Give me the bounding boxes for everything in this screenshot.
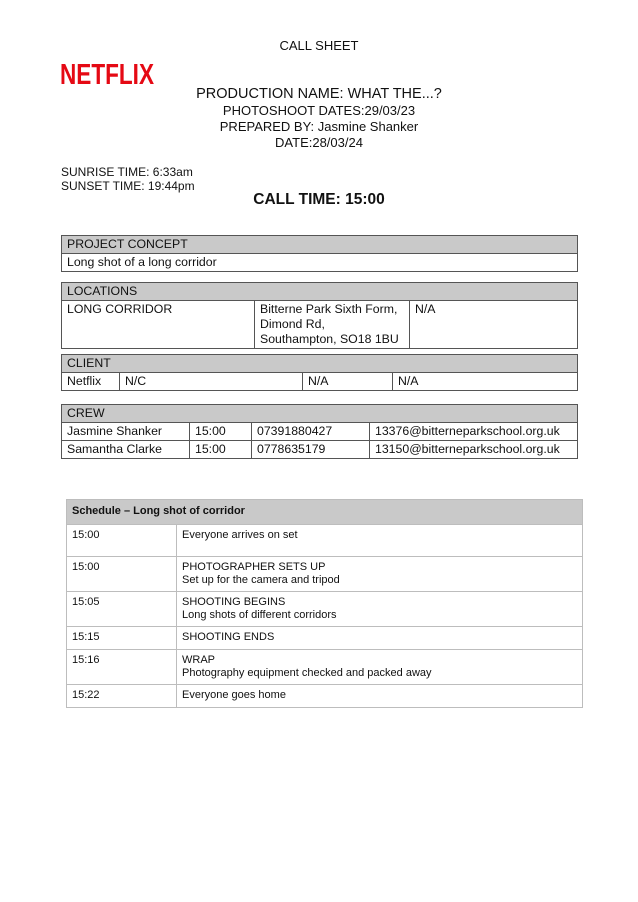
client-cell: N/C [120,373,303,391]
sheet-date: DATE:28/03/24 [275,135,363,150]
schedule-activity [177,627,583,650]
schedule-row [67,592,583,627]
client-header: CLIENT [62,355,578,373]
schedule-time: 15:22 [67,685,177,708]
schedule-activity [177,685,583,708]
schedule-time: 15:00 [67,525,177,557]
crew-phone: 0778635179 [252,441,370,459]
photoshoot-dates: PHOTOSHOOT DATES:29/03/23 [222,103,416,118]
crew-table [61,404,578,459]
schedule-activity [177,525,583,557]
crew-call-time: 15:00 [190,423,252,441]
schedule-activity [177,592,583,627]
schedule-activity [177,557,583,592]
production-name: PRODUCTION NAME: WHAT THE...? [196,86,442,102]
schedule-activity-title: Everyone goes home [182,689,286,701]
crew-row [62,423,578,441]
project-concept-header: PROJECT CONCEPT [62,236,578,254]
crew-name: Jasmine Shanker [62,423,190,441]
client-table [61,354,578,391]
schedule-time: 15:15 [67,627,177,650]
netflix-logo [60,58,156,91]
sunset-time: SUNSET TIME: 19:44pm [61,179,195,193]
schedule-row [67,557,583,592]
sunrise-time: SUNRISE TIME: 6:33am [61,165,193,179]
schedule-row [67,650,583,685]
sun-times [61,165,195,193]
schedule-activity-detail: Long shots of different corridors [182,609,337,621]
project-concept-table [61,235,578,272]
schedule-activity-detail: Set up for the camera and tripod [182,574,340,586]
production-header [190,86,448,151]
location-extra: N/A [410,301,578,349]
schedule-activity-title: Everyone arrives on set [182,529,298,541]
client-cell: N/A [303,373,393,391]
crew-email: 13150@bitterneparkschool.org.uk [370,441,578,459]
schedule-time: 15:05 [67,592,177,627]
svg-text:NETFLIX: NETFLIX [60,59,155,91]
document-title: CALL SHEET [279,38,359,53]
schedule-activity-title: SHOOTING ENDS [182,631,275,643]
locations-table [61,282,578,349]
schedule-activity-title: PHOTOGRAPHER SETS UP [182,561,326,573]
schedule-activity [177,650,583,685]
schedule-activity-title: SHOOTING BEGINS [182,596,286,608]
schedule-activity-title: WRAP [182,654,215,666]
crew-row [62,441,578,459]
location-address: Bitterne Park Sixth Form, Dimond Rd, Southampton, SO18 1BU [255,301,410,349]
crew-header: CREW [62,405,578,423]
crew-name: Samantha Clarke [62,441,190,459]
locations-header: LOCATIONS [62,283,578,301]
crew-phone: 07391880427 [252,423,370,441]
schedule-header: Schedule – Long shot of corridor [67,500,583,525]
schedule-row [67,685,583,708]
schedule-table [66,499,583,708]
schedule-row [67,627,583,650]
schedule-row [67,525,583,557]
schedule-time: 15:00 [67,557,177,592]
project-concept-text: Long shot of a long corridor [62,254,578,272]
schedule-activity-detail: Photography equipment checked and packed away [182,667,432,679]
client-cell: N/A [393,373,578,391]
call-time: CALL TIME: 15:00 [253,191,385,208]
schedule-time: 15:16 [67,650,177,685]
crew-email: 13376@bitterneparkschool.org.uk [370,423,578,441]
location-name: LONG CORRIDOR [62,301,255,349]
prepared-by: PREPARED BY: Jasmine Shanker [219,119,419,134]
crew-call-time: 15:00 [190,441,252,459]
client-cell: Netflix [62,373,120,391]
